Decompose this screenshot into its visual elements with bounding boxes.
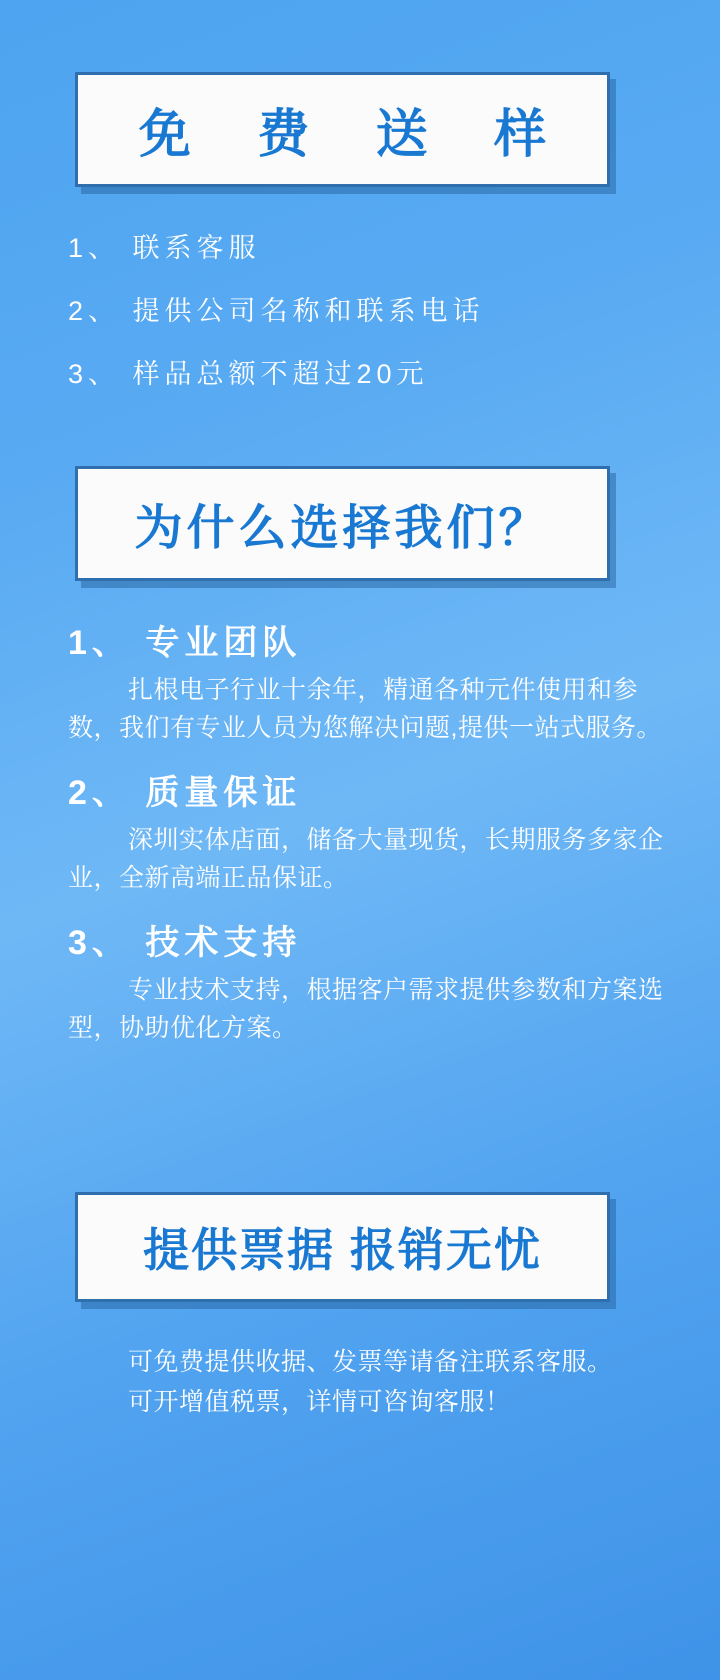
banner-invoice: [75, 1192, 610, 1302]
banner-why-us: [75, 466, 610, 581]
list-item: 1、 联系客服: [68, 233, 261, 263]
reason-item: [68, 622, 668, 748]
reason-body: 扎根电子行业十余年，精通各种元件使用和参数，我们有专业人员为您解决问题,提供一站式服务。: [68, 675, 662, 743]
banner-invoice-title: 提供票据 报销无忧: [143, 1224, 542, 1276]
reason-title: 1、 专业团队: [68, 624, 302, 662]
free-sample-steps: [68, 235, 668, 424]
banner-free-sample-title: 免 费 送 样: [138, 106, 573, 164]
banner-why-us-title: 为什么选择我们？: [134, 502, 551, 555]
reason-item: [68, 772, 668, 898]
why-us-reasons: [68, 622, 668, 1072]
note-line: 可免费提供收据、发票等请备注联系客服。: [128, 1348, 613, 1376]
reason-title: 3、 技术支持: [68, 924, 302, 962]
note-line: 可开增值税票，详情可咨询客服！: [128, 1388, 511, 1416]
reason-body: 专业技术支持，根据客户需求提供参数和方案选型，协助优化方案。: [68, 975, 664, 1043]
banner-free-sample: [75, 72, 610, 187]
list-item: 3、 样品总额不超过20元: [68, 359, 429, 389]
reason-title: 2、 质量保证: [68, 774, 302, 812]
reason-item: [68, 922, 668, 1048]
invoice-notes: [68, 1342, 668, 1422]
list-item: 2、 提供公司名称和联系电话: [68, 296, 485, 326]
reason-body: 深圳实体店面，储备大量现货，长期服务多家企业，全新高端正品保证。: [68, 825, 664, 893]
